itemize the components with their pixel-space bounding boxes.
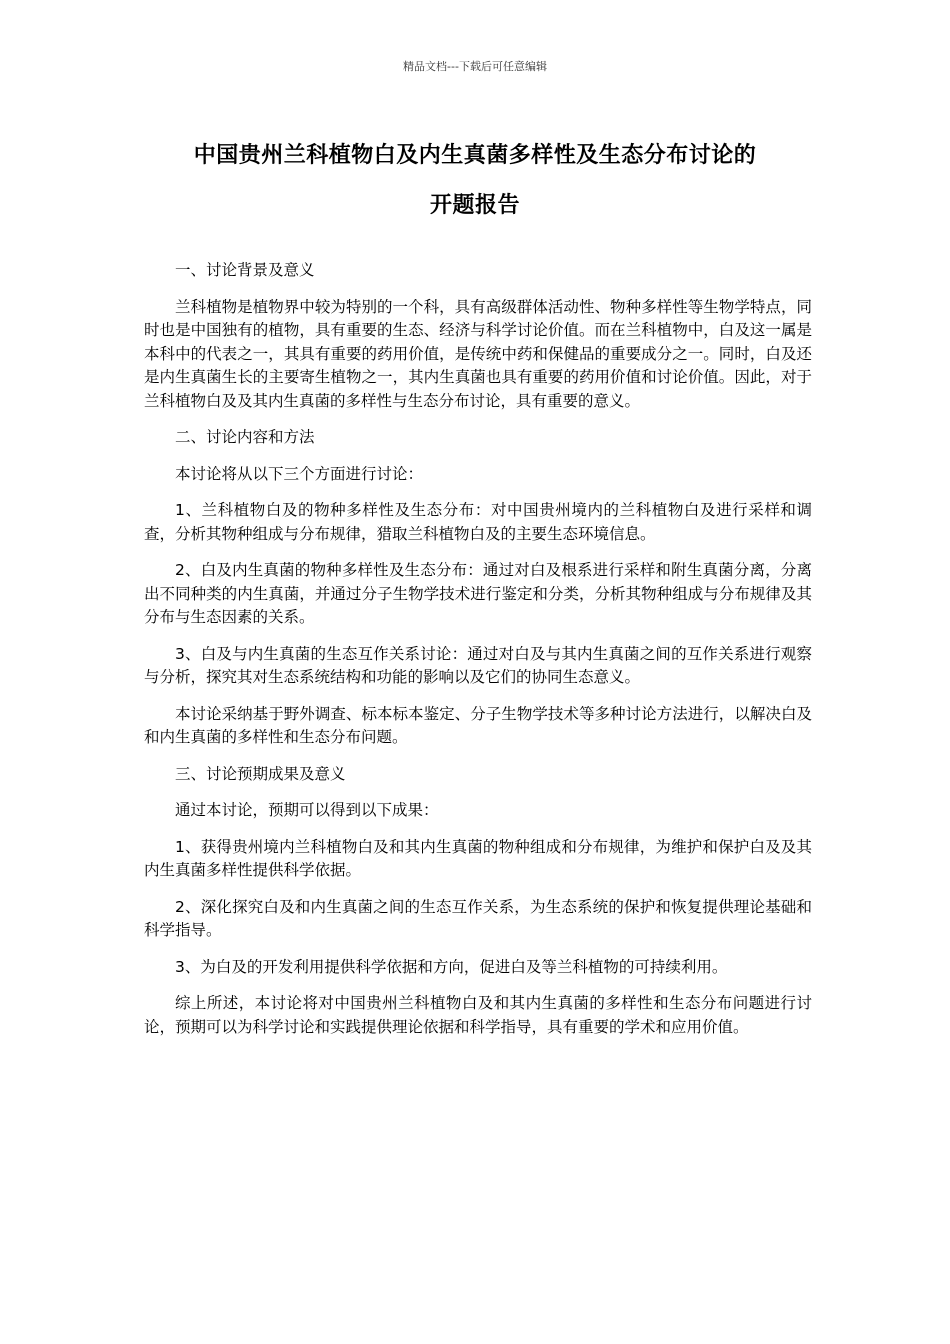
header-note: 精品文档---下载后可任意编辑 — [403, 60, 547, 73]
page-title-line-2: 开题报告 — [429, 193, 520, 218]
section-heading-methods: 二、讨论内容和方法 — [175, 428, 315, 446]
paragraph-methods-intro: 本讨论将从以下三个方面进行讨论： — [175, 464, 424, 483]
list-item-method-1: 1、兰科植物白及的物种多样性及生态分布：对中国贵州境内的兰科植物白及进行采样和调查，分析其物种组成与分布规律，猎取兰科植物白及的主要生态环境信息。 — [144, 501, 812, 543]
list-item-outcome-3: 3、为白及的开发利用提供科学依据和方向，促进白及等兰科植物的可持续利用。 — [175, 957, 728, 976]
list-item-outcome-2: 2、深化探究白及和内生真菌之间的生态互作关系，为生态系统的保护和恢复提供理论基础和科学指导。 — [144, 897, 812, 939]
paragraph-methods-summary: 本讨论采纳基于野外调查、标本标本鉴定、分子生物学技术等多种讨论方法进行，以解决白及和内生真菌的多样性和生态分布问题。 — [144, 704, 812, 746]
paragraph-background: 兰科植物是植物界中较为特别的一个科，具有高级群体活动性、物种多样性等生物学特点，同时也是中国独有的植物，具有重要的生态、经济与科学讨论价值。而在兰科植物中，白及这一属是本科中的代表之一，其具有重要的药用价值，是传统中药和保健品的重要成分之一。同时，白及还是内生真菌生长的主要寄生植物之一，其内生真菌也具有重要的药用价值和讨论价值。因此，对于兰科植物白及及其内生真菌的多样性与生态分布讨论，具有重要的意义。 — [144, 297, 812, 410]
section-heading-outcomes: 三、讨论预期成果及意义 — [175, 764, 346, 783]
list-item-method-3: 3、白及与内生真菌的生态互作关系讨论：通过对白及与其内生真菌之间的互作关系进行观察与分析，探究其对生态系统结构和功能的影响以及它们的协同生态意义。 — [144, 644, 812, 686]
page-title-line-1: 中国贵州兰科植物白及内生真菌多样性及生态分布讨论的 — [193, 143, 757, 168]
document-body — [144, 259, 812, 1052]
list-item-method-2: 2、白及内生真菌的物种多样性及生态分布：通过对白及根系进行采样和附生真菌分离，分离出不同种类的内生真菌，并通过分子生物学技术进行鉴定和分类，分析其物种组成与分布规律及其分布与生态因素的关系。 — [144, 561, 812, 626]
paragraph-conclusion: 综上所述，本讨论将对中国贵州兰科植物白及和其内生真菌的多样性和生态分布问题进行讨论，预期可以为科学讨论和实践提供理论依据和科学指导，具有重要的学术和应用价值。 — [144, 994, 812, 1036]
list-item-outcome-1: 1、获得贵州境内兰科植物白及和其内生真菌的物种组成和分布规律，为维护和保护白及及其内生真菌多样性提供科学依据。 — [144, 837, 812, 879]
paragraph-outcomes-intro: 通过本讨论，预期可以得到以下成果： — [175, 801, 439, 819]
section-heading-background: 一、讨论背景及意义 — [175, 261, 315, 279]
